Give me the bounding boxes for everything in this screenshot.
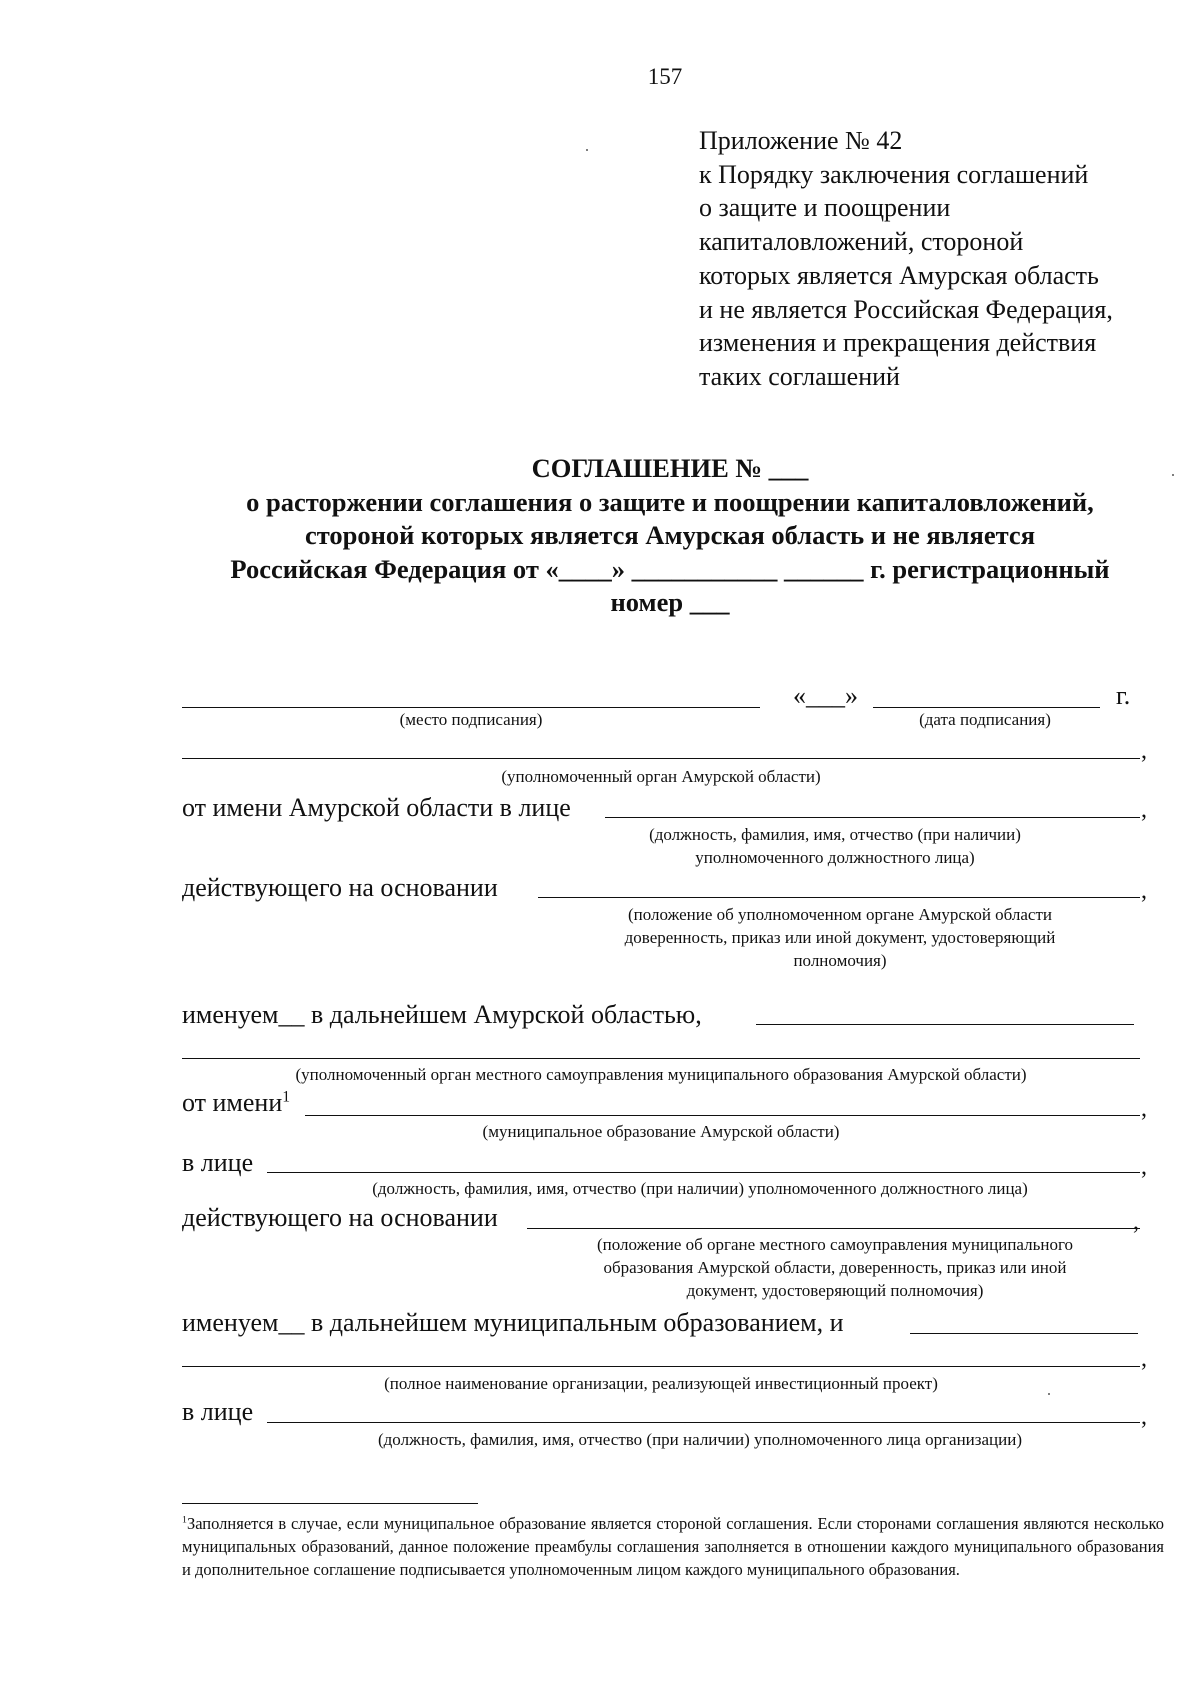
official-blank bbox=[605, 817, 1140, 818]
footnote-mark: 1 bbox=[282, 1088, 291, 1106]
year-suffix: г. bbox=[1116, 681, 1131, 710]
page-number: 157 bbox=[647, 64, 683, 89]
caption-line: уполномоченного должностного лица) bbox=[695, 848, 975, 867]
label-represented-by: в лице bbox=[182, 1148, 254, 1177]
title-line: СОГЛАШЕНИЕ № ___ bbox=[531, 453, 809, 483]
label-on-behalf bbox=[182, 1088, 290, 1118]
appendix-line: капиталовложений, стороной bbox=[699, 227, 1024, 257]
title-line: стороной которых является Амурская область и не является bbox=[304, 520, 1036, 550]
caption-org-name: (полное наименование организации, реализующей инвестиционный проект) bbox=[384, 1374, 938, 1393]
appendix-line: изменения и прекращения действия bbox=[699, 328, 1097, 358]
appendix-line: Приложение № 42 bbox=[699, 126, 903, 155]
party-name-blank bbox=[756, 1024, 1134, 1025]
appendix-line: к Порядку заключения соглашений bbox=[699, 159, 1089, 189]
local-official-blank bbox=[267, 1172, 1140, 1173]
scan-speck bbox=[586, 149, 588, 151]
region-body-blank bbox=[182, 758, 1140, 759]
comma: , bbox=[1141, 878, 1147, 904]
caption-line: (положение об уполномоченном органе Амурской области bbox=[627, 905, 1053, 924]
footnote-rule bbox=[182, 1503, 478, 1504]
appendix-line: о защите и поощрении bbox=[699, 193, 951, 223]
caption-line: доверенность, приказ или иной документ, удостоверяющий bbox=[624, 928, 1056, 947]
caption-official bbox=[600, 823, 1070, 869]
label-acting-basis-local: действующего на основании bbox=[182, 1203, 498, 1232]
footnote bbox=[182, 1512, 1164, 1581]
scan-speck bbox=[1172, 474, 1174, 476]
label-named-municipality: именуем__ в дальнейшем муниципальным образованием, и bbox=[182, 1308, 844, 1337]
caption-region-body: (уполномоченный орган Амурской области) bbox=[501, 767, 821, 786]
comma: , bbox=[1141, 1404, 1147, 1430]
appendix-line: и не является Российская Федерация, bbox=[699, 294, 1113, 324]
caption-basis-local bbox=[545, 1233, 1125, 1302]
label-acting-basis: действующего на основании bbox=[182, 873, 498, 902]
comma: , bbox=[1141, 797, 1147, 823]
caption-local-body: (уполномоченный орган местного самоуправления муниципального образования Амурской области) bbox=[295, 1065, 1027, 1084]
comma: , bbox=[1141, 1346, 1147, 1372]
caption-line: образования Амурской области, доверенность, приказ или иной bbox=[603, 1258, 1067, 1277]
appendix-header bbox=[699, 124, 1113, 394]
document-title bbox=[180, 452, 1160, 620]
comma: , bbox=[1141, 738, 1147, 764]
caption-basis-region bbox=[570, 903, 1110, 972]
comma: , bbox=[1141, 1096, 1147, 1122]
scan-speck bbox=[1048, 1393, 1050, 1395]
caption-org-official: (должность, фамилия, имя, отчество (при наличии) уполномоченного лица организации) bbox=[378, 1430, 1022, 1449]
caption-line: (должность, фамилия, имя, отчество (при наличии) bbox=[649, 825, 1021, 844]
comma: , bbox=[1141, 1154, 1147, 1180]
caption-official-full: (должность, фамилия, имя, отчество (при наличии) уполномоченного должностного лица) bbox=[372, 1179, 1028, 1198]
title-line: Российская Федерация от «____» ___________ ______ г. регистрационный bbox=[230, 553, 1110, 584]
label-text: от имени bbox=[182, 1088, 283, 1117]
municipality-blank bbox=[305, 1115, 1140, 1116]
title-line: о расторжении соглашения о защите и поощрении капиталовложений, bbox=[246, 486, 1094, 517]
org-name-blank bbox=[182, 1366, 1140, 1367]
footnote-mark: 1 bbox=[182, 1514, 187, 1526]
label-on-behalf-region: от имени Амурской области в лице bbox=[182, 793, 571, 822]
date-day-quote: «___» bbox=[793, 681, 858, 710]
title-line: номер ___ bbox=[610, 587, 730, 617]
basis-blank bbox=[538, 897, 1140, 898]
comma: , bbox=[1133, 1209, 1139, 1235]
caption-date: (дата подписания) bbox=[919, 710, 1051, 729]
label-org-represented-by: в лице bbox=[182, 1397, 254, 1426]
label-named-region: именуем__ в дальнейшем Амурской областью, bbox=[182, 1000, 702, 1029]
org-blank-start bbox=[910, 1333, 1138, 1334]
appendix-line: которых является Амурская область bbox=[699, 260, 1099, 290]
caption-line: полномочия) bbox=[793, 951, 887, 970]
local-basis-blank bbox=[527, 1228, 1140, 1229]
caption-place: (место подписания) bbox=[399, 710, 543, 729]
caption-line: (положение об органе местного самоуправления муниципального bbox=[596, 1235, 1074, 1254]
appendix-line: таких соглашений bbox=[699, 361, 900, 391]
org-official-blank bbox=[267, 1422, 1140, 1423]
caption-line: документ, удостоверяющий полномочия) bbox=[686, 1281, 984, 1300]
local-body-blank bbox=[182, 1058, 1140, 1059]
footnote-text: Заполняется в случае, если муниципальное образование является стороной соглашения. Если сторонами соглашения являются несколько муниципальных образований, данное положение преамбулы соглашения заполняется в отношении каждого муниципального образования и дополнительное соглашение подписывается уполномоченным лицом каждого муниципального образования. bbox=[182, 1514, 1164, 1579]
caption-municipality: (муниципальное образование Амурской области) bbox=[482, 1122, 840, 1141]
